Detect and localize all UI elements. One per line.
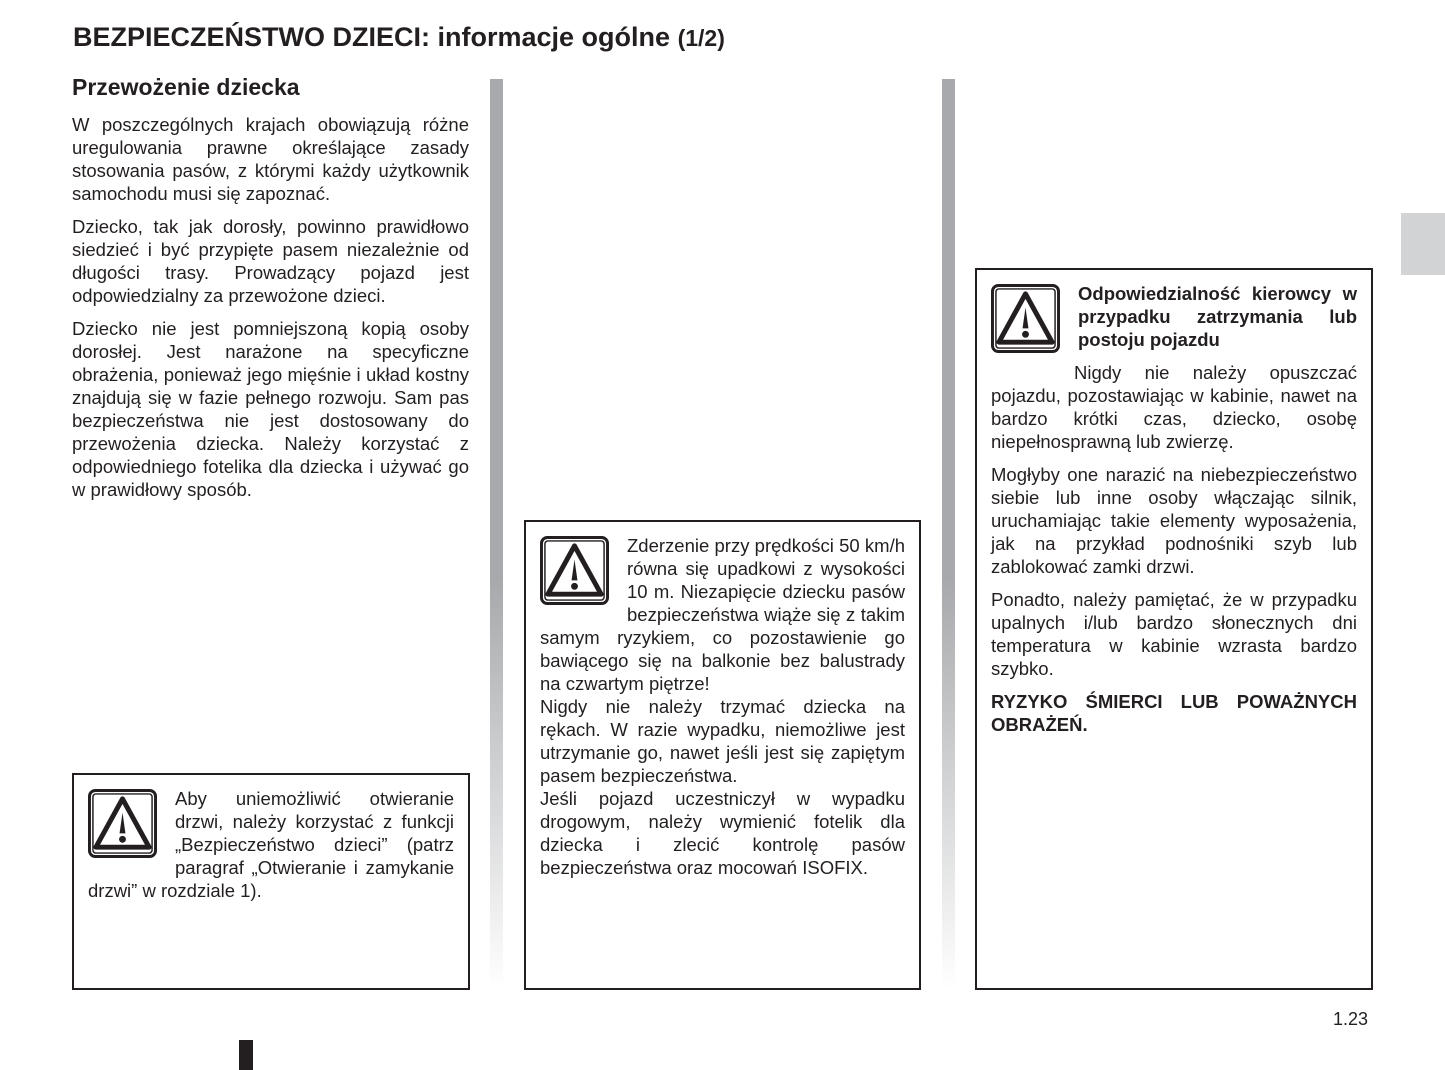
column1-body — [72, 113, 469, 511]
warning-paragraph: Mogłyby one narazić na niebezpieczeństwo siebie lub inne osoby włączając silnik, uruchamiając takie elementy wyposażenia, jak na przykład podnośniki szyb lub zablokować zamki drzwi. — [991, 464, 1357, 577]
warning-heading: Odpowiedzialność kierowcy w przypadku zatrzymania lub postoju pojazdu — [1078, 283, 1357, 350]
column-divider — [942, 79, 955, 989]
column-divider — [490, 79, 503, 989]
warning-emphasis: RYZYKO ŚMIERCI LUB POWAŻNYCH OBRAŻEŃ. — [991, 691, 1357, 735]
page-title-text: BEZPIECZEŃSTWO DZIECI: informacje ogólne — [73, 22, 671, 52]
warning-triangle-icon — [88, 789, 157, 858]
page-title-part: (1/2) — [677, 25, 725, 51]
chapter-side-tab — [1401, 213, 1445, 275]
page-number: 1.23 — [1333, 1009, 1369, 1029]
page-title — [73, 22, 725, 53]
warning-triangle-icon — [991, 284, 1060, 353]
warning-triangle-icon — [540, 536, 609, 605]
warning-paragraph: Zderzenie przy prędkości 50 km/h równa się upadkowi z wysokości 10 m. Niezapięcie dziecku pasów bezpieczeństwa wiąże się z takim samym ryzykiem, co pozostawienie go bawiącego się na balkonie bez balustrady na czwartym piętrze! — [540, 535, 905, 694]
warning-paragraph: Nigdy nie należy opuszczać pojazdu, pozostawiając w kabinie, nawet na bardzo krótki czas, dziecko, osobę niepełnosprawną lub zwierzę. — [991, 362, 1357, 452]
warning-paragraph: Jeśli pojazd uczestniczył w wypadku drogowym, należy wymienić fotelik dla dziecka i zlecić kontrolę pasów bezpieczeństwa oraz mocowań ISOFIX. — [540, 788, 905, 878]
warning-paragraph: Nigdy nie należy trzymać dziecka na rękach. W razie wypadku, niemożliwe jest utrzymanie go, nawet jeśli jest się zapiętym pasem bezpieczeństwa. — [540, 696, 905, 786]
column1-paragraph: Dziecko, tak jak dorosły, powinno prawidłowo siedzieć i być przypięte pasem niezależnie od długości trasy. Prowadzący pojazd jest odpowiedzialny za przewożone dzieci. — [72, 216, 469, 306]
driver-responsibility-warning-box — [975, 268, 1373, 990]
column1-paragraph: Dziecko nie jest pomniejszoną kopią osoby dorosłej. Jest narażone na specyficzne obrażenia, ponieważ jego mięśnie i układ kostny znajdują się w fazie pełnego rozwoju. Sam pas bezpieczeństwa nie jest dostosowany do przewożenia dziecka. Należy korzystać z odpowiedniego fotelika dla dziecka i używać go w prawidłowy sposób. — [72, 318, 469, 500]
warning-paragraph: Ponadto, należy pamiętać, że w przypadku upalnych i/lub bardzo słonecznych dni temperatura w kabinie wzrasta bardzo szybko. — [991, 589, 1357, 679]
warning-text: Aby uniemożliwić otwieranie drzwi, należy korzystać z funkcji „Bezpieczeństwo dzieci” (patrz paragraf „Otwieranie i zamykanie drzwi” w rozdziale 1). — [88, 788, 454, 901]
print-mark — [239, 1040, 253, 1070]
collision-warning-box — [524, 520, 921, 990]
child-lock-warning-box — [72, 773, 470, 990]
column1-paragraph: W poszczególnych krajach obowiązują różne uregulowania prawne określające zasady stosowania pasów, z którymi każdy użytkownik samochodu musi się zapoznać. — [72, 114, 469, 204]
section-heading: Przewożenie dziecka — [72, 74, 300, 100]
